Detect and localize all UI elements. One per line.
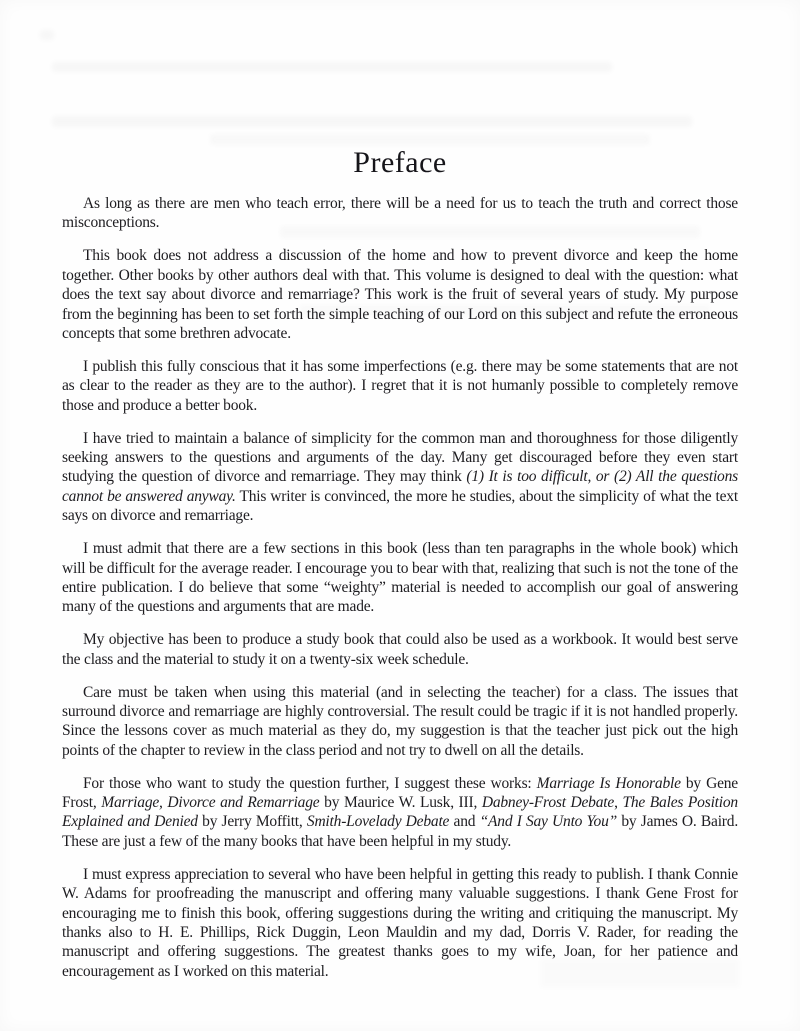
text-segment: This writer is convinced, the more he studies, about the simplicity of what the text says on divorce and remarriage. bbox=[62, 487, 738, 525]
text-segment: For those who want to study the question further, I suggest these works: bbox=[83, 774, 537, 792]
text-segment: and bbox=[449, 813, 480, 831]
italic-text-segment: “And I Say Unto You” bbox=[479, 813, 618, 831]
bleedthrough-artifact bbox=[52, 116, 692, 127]
italic-text-segment: (1) It is too difficult, or (2) All the questions cannot be answered anyway. bbox=[62, 468, 738, 505]
bleedthrough-artifact bbox=[40, 30, 54, 40]
italic-text-segment: Dabney-Frost Debate bbox=[481, 794, 615, 812]
italic-text-segment: Smith-Lovelady Debate bbox=[306, 813, 450, 831]
page-content bbox=[62, 146, 738, 995]
text-segment: , bbox=[614, 794, 623, 812]
paragraph bbox=[62, 194, 738, 233]
text-segment: by Jerry Moffitt, bbox=[197, 813, 307, 831]
text-segment: I must admit that there are a few sections in this book (less than ten paragraphs in the whole book) which will be difficult for the average reader. I encourage you to bear with that, realizing that such is not the tone of the entire publication. I do believe that some “weighty” material is needed to accomplish our goal of answering many of the questions and arguments that are made. bbox=[62, 540, 738, 616]
paragraph bbox=[62, 539, 738, 617]
bleedthrough-artifact bbox=[210, 134, 650, 145]
text-segment: I publish this fully conscious that it has some imperfections (e.g. there may be some statements that are not as clear to the reader as they are to the author). I regret that it is not humanly possible to completely remove those and produce a better book. bbox=[62, 357, 738, 414]
text-segment: This book does not address a discussion of the home and how to prevent divorce and keep the home together. Other books by other authors deal with that. This volume is designed to deal with the question: what does the text say about divorce and remarriage? This work is the fruit of several years of study. My purpose from the beginning has been to set forth the simple teaching of our Lord on this subject and refute the erroneous concepts that some brethren advocate. bbox=[62, 247, 738, 342]
text-segment: I must express appreciation to several who have been helpful in getting this ready to publish. I thank Connie W. Adams for proofreading the manuscript and offering many valuable suggestions. I thank Gene Frost for encouraging me to finish this book, offering suggestions during the writing and critiquing the manuscript. My thanks also to H. E. Phillips, Rick Duggin, Leon Mauldin and my dad, Dorris V. Rader, for reading the manuscript and offering suggestions. The greatest thanks goes to my wife, Joan, for her patience and encouragement as I worked on this material. bbox=[62, 865, 738, 980]
paragraph bbox=[62, 865, 738, 981]
text-segment: by James O. Baird. These are just a few of the many books that have been helpful in my study. bbox=[62, 813, 738, 850]
text-segment: My objective has been to produce a study book that could also be used as a workbook. It would best serve the class and the material to study it on a twenty-six week schedule. bbox=[62, 631, 738, 668]
paragraph bbox=[62, 246, 738, 343]
paragraph bbox=[62, 630, 738, 669]
text-segment: As long as there are men who teach error, there will be a need for us to teach the truth and correct those misconceptions. bbox=[62, 195, 738, 232]
paragraph bbox=[62, 774, 738, 852]
text-segment: by Maurice W. Lusk, III, bbox=[319, 794, 482, 812]
paragraph bbox=[62, 683, 738, 761]
italic-text-segment: The Bales Position Explained and Denied bbox=[62, 794, 738, 831]
italic-text-segment: Marriage, Divorce and Remarriage bbox=[101, 794, 320, 812]
text-segment: I have tried to maintain a balance of simplicity for the common man and thoroughness for those diligently seeking answers to the questions and arguments of the day. Many get discouraged before they even start studying the question of divorce and remarriage. They may think bbox=[62, 429, 738, 486]
text-segment: by Gene Frost, bbox=[62, 774, 738, 812]
italic-text-segment: Marriage Is Honorable bbox=[536, 774, 681, 792]
page-title: Preface bbox=[353, 146, 447, 179]
paragraph bbox=[62, 429, 738, 526]
preface-paragraphs bbox=[62, 194, 738, 981]
text-segment: Care must be taken when using this material (and in selecting the teacher) for a class. The issues that surround divorce and remarriage are highly controversial. The result could be tragic if it is not handled properly. Since the lessons cover as much material as they do, my suggestion is that the teacher just pick out the high points of the chapter to review in the class period and not try to dwell on all the details. bbox=[62, 683, 738, 759]
paragraph bbox=[62, 357, 738, 415]
bleedthrough-artifact bbox=[52, 62, 612, 72]
